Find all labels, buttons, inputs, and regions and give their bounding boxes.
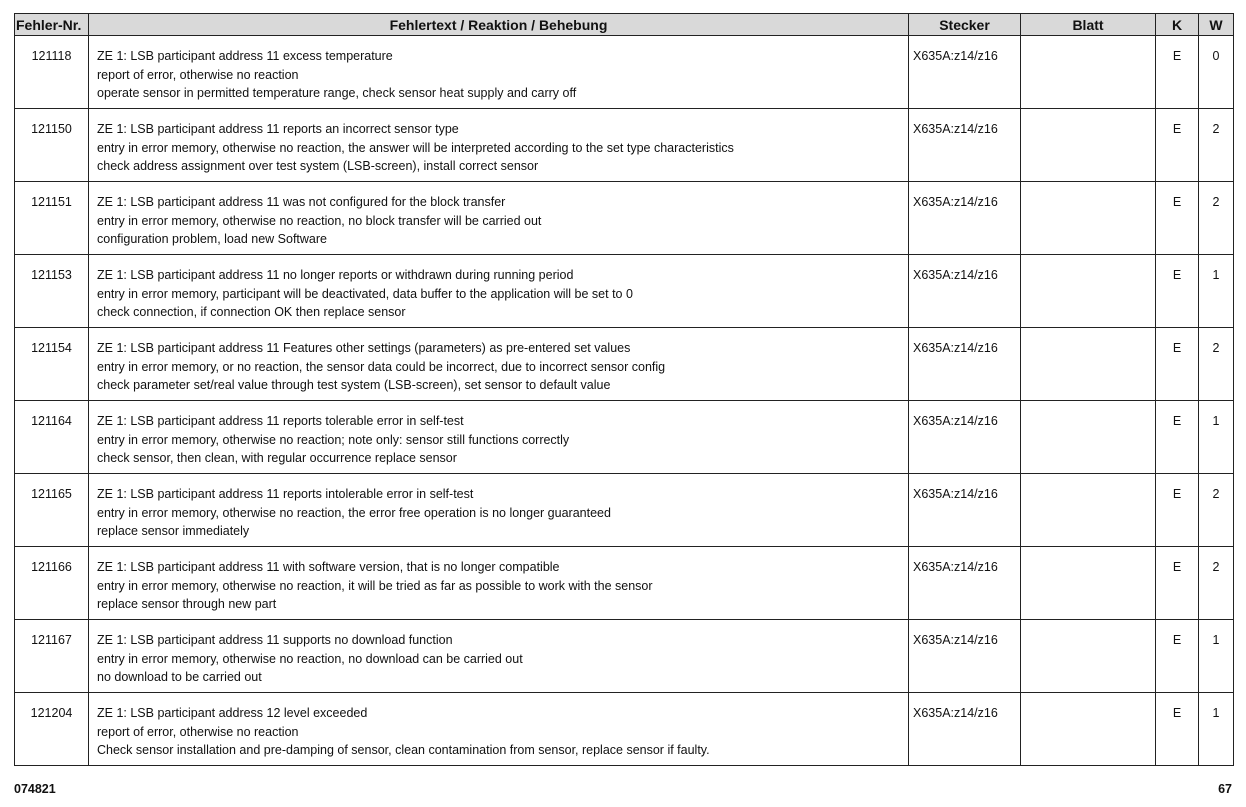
error-number-cell: 121154 [15, 328, 89, 401]
page-number: 67 [1218, 782, 1232, 796]
error-description: ZE 1: LSB participant address 11 with software version, that is no longer compatible [97, 560, 560, 574]
w-cell: 2 [1199, 109, 1234, 182]
w-cell: 1 [1199, 693, 1234, 766]
error-reaction: entry in error memory, otherwise no reaction, no block transfer will be carried out [97, 213, 542, 228]
stecker-cell: X635A:z14/z16 [909, 693, 1021, 766]
stecker-cell: X635A:z14/z16 [909, 547, 1021, 620]
stecker-cell: X635A:z14/z16 [909, 474, 1021, 547]
error-remedy: check address assignment over test system (LSB-screen), install correct sensor [97, 159, 539, 173]
error-reaction: report of error, otherwise no reaction [97, 724, 299, 739]
error-remedy: replace sensor through new part [97, 597, 277, 611]
header-row [15, 14, 1234, 36]
error-table-sheet [14, 13, 1233, 766]
table-row [15, 401, 1234, 474]
k-cell: E [1156, 255, 1199, 328]
header-error-text: Fehlertext / Reaktion / Behebung [89, 14, 909, 36]
error-reaction: entry in error memory, otherwise no reaction, the error free operation is no longer guaranteed [97, 505, 611, 520]
w-cell: 1 [1199, 401, 1234, 474]
w-cell: 2 [1199, 182, 1234, 255]
w-cell: 1 [1199, 255, 1234, 328]
table-row [15, 620, 1234, 693]
error-number-cell: 121166 [15, 547, 89, 620]
table-row [15, 182, 1234, 255]
stecker-cell: X635A:z14/z16 [909, 182, 1021, 255]
error-remedy: configuration problem, load new Software [97, 232, 327, 246]
error-number-cell: 121153 [15, 255, 89, 328]
error-reaction: entry in error memory, or no reaction, the sensor data could be incorrect, due to incorrect sensor config [97, 359, 666, 374]
error-description: ZE 1: LSB participant address 11 supports no download function [97, 633, 453, 647]
header-k: K [1156, 14, 1199, 36]
blatt-cell [1021, 620, 1156, 693]
table-row [15, 109, 1234, 182]
error-text-cell [89, 109, 909, 182]
error-description: ZE 1: LSB participant address 12 level exceeded [97, 706, 368, 720]
error-text-cell [89, 474, 909, 547]
error-description: ZE 1: LSB participant address 11 no longer reports or withdrawn during running period [97, 268, 574, 282]
error-text-cell [89, 36, 909, 109]
blatt-cell [1021, 474, 1156, 547]
error-text-cell [89, 547, 909, 620]
stecker-cell: X635A:z14/z16 [909, 620, 1021, 693]
table-row [15, 547, 1234, 620]
blatt-cell [1021, 255, 1156, 328]
error-description: ZE 1: LSB participant address 11 reports intolerable error in self-test [97, 487, 474, 501]
error-number-cell: 121204 [15, 693, 89, 766]
error-reaction: report of error, otherwise no reaction [97, 67, 299, 82]
blatt-cell [1021, 36, 1156, 109]
k-cell: E [1156, 620, 1199, 693]
table-row [15, 255, 1234, 328]
table-body [15, 36, 1234, 766]
error-description: ZE 1: LSB participant address 11 reports tolerable error in self-test [97, 414, 464, 428]
blatt-cell [1021, 401, 1156, 474]
error-reaction: entry in error memory, otherwise no reaction; note only: sensor still functions correctly [97, 432, 570, 447]
error-number-cell: 121151 [15, 182, 89, 255]
error-text-cell [89, 401, 909, 474]
document-number: 074821 [14, 782, 56, 796]
table-row [15, 693, 1234, 766]
header-w: W [1199, 14, 1234, 36]
w-cell: 2 [1199, 474, 1234, 547]
table-header [15, 14, 1234, 36]
blatt-cell [1021, 693, 1156, 766]
k-cell: E [1156, 109, 1199, 182]
k-cell: E [1156, 401, 1199, 474]
error-remedy: replace sensor immediately [97, 524, 250, 538]
error-remedy: check parameter set/real value through test system (LSB-screen), set sensor to default value [97, 378, 611, 392]
stecker-cell: X635A:z14/z16 [909, 36, 1021, 109]
stecker-cell: X635A:z14/z16 [909, 255, 1021, 328]
error-remedy: Check sensor installation and pre-damping of sensor, clean contamination from sensor, replace sensor if faulty. [97, 743, 710, 757]
error-table [14, 13, 1234, 766]
error-number-cell: 121167 [15, 620, 89, 693]
k-cell: E [1156, 547, 1199, 620]
error-number-cell: 121118 [15, 36, 89, 109]
error-number-cell: 121164 [15, 401, 89, 474]
error-reaction: entry in error memory, otherwise no reaction, the answer will be interpreted according to the set type characteristics [97, 140, 734, 155]
error-remedy: no download to be carried out [97, 670, 262, 684]
header-error-number: Fehler-Nr. [15, 14, 89, 36]
error-description: ZE 1: LSB participant address 11 was not configured for the block transfer [97, 195, 506, 209]
w-cell: 0 [1199, 36, 1234, 109]
blatt-cell [1021, 328, 1156, 401]
stecker-cell: X635A:z14/z16 [909, 401, 1021, 474]
header-stecker: Stecker [909, 14, 1021, 36]
error-text-cell [89, 693, 909, 766]
error-remedy: operate sensor in permitted temperature range, check sensor heat supply and carry off [97, 86, 577, 100]
w-cell: 2 [1199, 328, 1234, 401]
stecker-cell: X635A:z14/z16 [909, 109, 1021, 182]
table-row [15, 36, 1234, 109]
w-cell: 2 [1199, 547, 1234, 620]
k-cell: E [1156, 328, 1199, 401]
error-number-cell: 121165 [15, 474, 89, 547]
k-cell: E [1156, 182, 1199, 255]
stecker-cell: X635A:z14/z16 [909, 328, 1021, 401]
blatt-cell [1021, 109, 1156, 182]
error-text-cell [89, 328, 909, 401]
error-description: ZE 1: LSB participant address 11 Features other settings (parameters) as pre-entered set values [97, 341, 631, 355]
error-description: ZE 1: LSB participant address 11 excess temperature [97, 49, 393, 63]
error-reaction: entry in error memory, otherwise no reaction, it will be tried as far as possible to work with the sensor [97, 578, 653, 593]
w-cell: 1 [1199, 620, 1234, 693]
error-text-cell [89, 182, 909, 255]
error-reaction: entry in error memory, participant will be deactivated, data buffer to the application will be set to 0 [97, 286, 633, 301]
error-reaction: entry in error memory, otherwise no reaction, no download can be carried out [97, 651, 523, 666]
k-cell: E [1156, 36, 1199, 109]
error-number-cell: 121150 [15, 109, 89, 182]
table-row [15, 474, 1234, 547]
error-remedy: check sensor, then clean, with regular occurrence replace sensor [97, 451, 457, 465]
table-row [15, 328, 1234, 401]
error-text-cell [89, 620, 909, 693]
error-description: ZE 1: LSB participant address 11 reports an incorrect sensor type [97, 122, 459, 136]
blatt-cell [1021, 182, 1156, 255]
k-cell: E [1156, 474, 1199, 547]
error-remedy: check connection, if connection OK then replace sensor [97, 305, 406, 319]
header-blatt: Blatt [1021, 14, 1156, 36]
k-cell: E [1156, 693, 1199, 766]
error-text-cell [89, 255, 909, 328]
blatt-cell [1021, 547, 1156, 620]
